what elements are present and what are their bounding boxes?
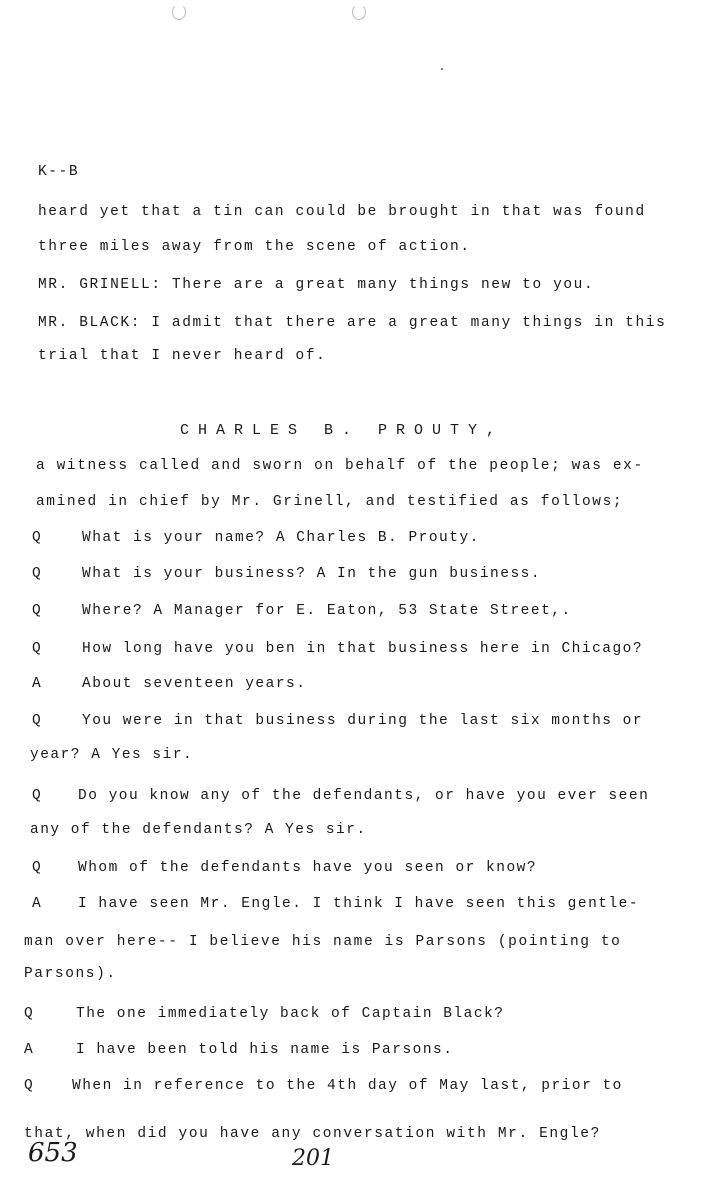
qa-marker: Q xyxy=(24,1006,33,1022)
qa-text: You were in that business during the last six months or xyxy=(82,713,644,729)
text-line: three miles away from the scene of action. xyxy=(38,239,471,255)
qa-text: I have seen Mr. Engle. I think I have seen this gentle- xyxy=(78,896,640,912)
qa-marker: Q xyxy=(32,788,41,804)
qa-text: I have been told his name is Parsons. xyxy=(76,1042,454,1058)
text-line: MR. GRINELL: There are a great many things new to you. xyxy=(38,277,595,293)
text-line: heard yet that a tin can could be brought in that was found xyxy=(38,204,646,220)
qa-text: Where? A Manager for E. Eaton, 53 State Street,. xyxy=(82,603,572,619)
typed-page-number: 201 xyxy=(292,1146,334,1171)
text-line: a witness called and sworn on behalf of the people; was ex- xyxy=(36,458,644,474)
text-line: trial that I never heard of. xyxy=(38,348,327,364)
text-line: Parsons). xyxy=(24,966,117,982)
punch-hole-mark xyxy=(352,4,366,20)
qa-marker: A xyxy=(24,1042,33,1058)
qa-text: How long have you ben in that business here in Chicago? xyxy=(82,641,644,657)
handwritten-page-number: 653 xyxy=(28,1138,78,1168)
qa-text: The one immediately back of Captain Black? xyxy=(76,1006,505,1022)
qa-marker: Q xyxy=(32,860,41,876)
qa-marker: Q xyxy=(32,603,41,619)
page-code: K--B xyxy=(38,164,80,180)
text-line: man over here-- I believe his name is Parsons (pointing to xyxy=(24,934,622,950)
qa-text: Whom of the defendants have you seen or know? xyxy=(78,860,538,876)
qa-marker: Q xyxy=(32,713,41,729)
qa-text: year? A Yes sir. xyxy=(30,747,194,763)
qa-marker: Q xyxy=(24,1078,33,1094)
qa-text: any of the defendants? A Yes sir. xyxy=(30,822,367,838)
qa-text: When in reference to the 4th day of May last, prior to xyxy=(72,1078,623,1094)
text-line: MR. BLACK: I admit that there are a great many things in this xyxy=(38,315,667,331)
qa-text: About seventeen years. xyxy=(82,676,307,692)
qa-marker: Q xyxy=(32,641,41,657)
qa-text: What is your business? A In the gun business. xyxy=(82,566,542,582)
speck xyxy=(441,68,443,70)
qa-marker: A xyxy=(32,676,41,692)
qa-marker: A xyxy=(32,896,41,912)
qa-marker: Q xyxy=(32,566,41,582)
text-line: that, when did you have any conversation with Mr. Engle? xyxy=(24,1126,601,1142)
qa-marker: Q xyxy=(32,530,41,546)
qa-text: What is your name? A Charles B. Prouty. xyxy=(82,530,480,546)
text-line: amined in chief by Mr. Grinell, and testified as follows; xyxy=(36,494,624,510)
punch-hole-mark xyxy=(172,4,186,20)
witness-heading: CHARLES B. PROUTY, xyxy=(180,422,505,439)
qa-text: Do you know any of the defendants, or have you ever seen xyxy=(78,788,650,804)
